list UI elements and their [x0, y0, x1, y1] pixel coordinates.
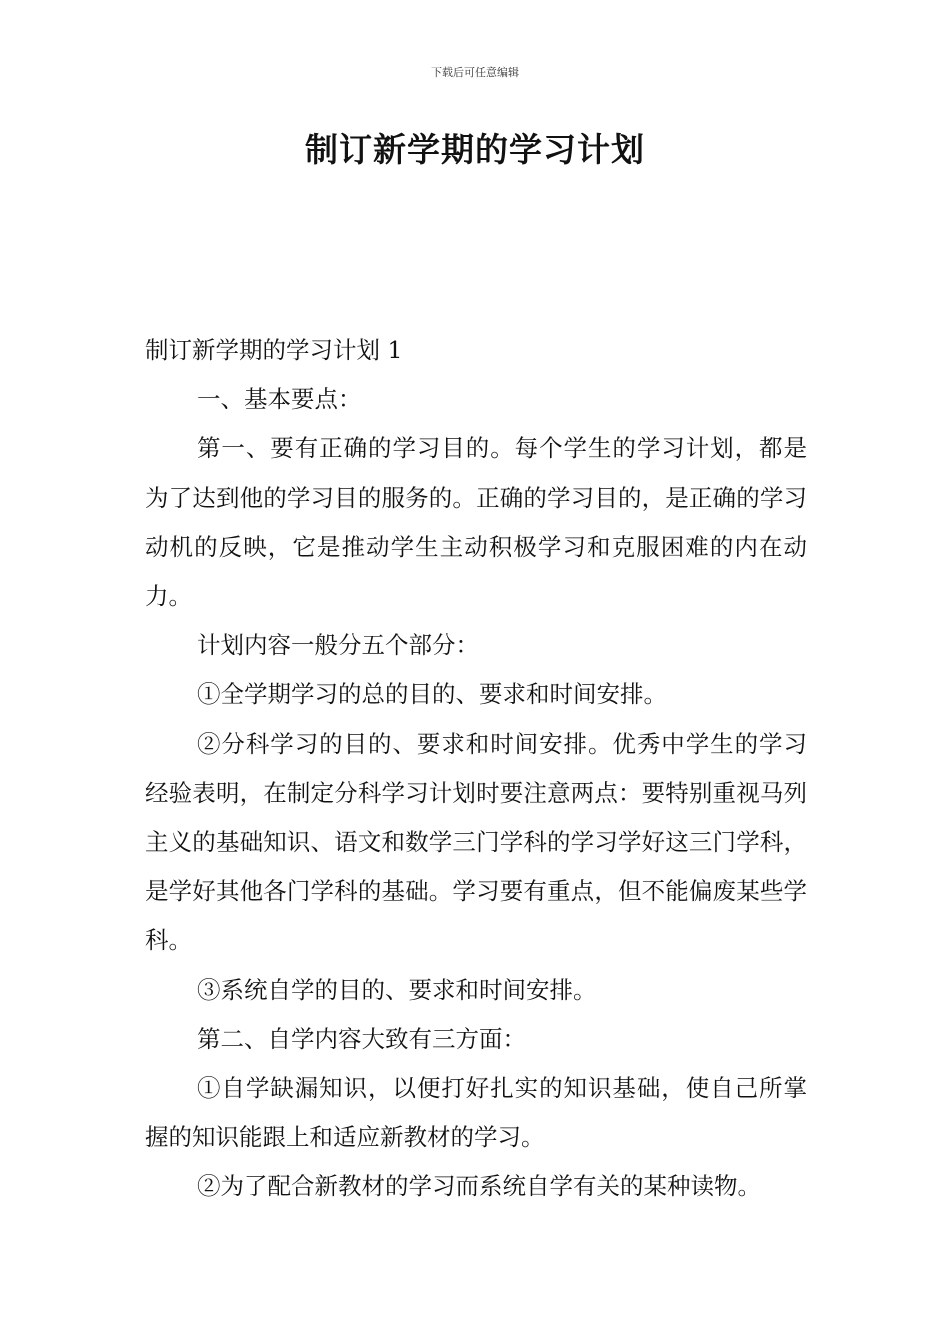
paragraph-item-subjects: ②分科学习的目的、要求和时间安排。优秀中学生的学习经验表明，在制定分科学习计划时要注意两点：要特别重视马列主义的基础知识、语文和数学三门学科的学习学好这三门学科，是学好其他各门学科的基础。学习要有重点，但不能偏废某些学科。 [145, 729, 807, 955]
paragraph-basic-points: 一、基本要点： [197, 385, 362, 414]
document-title: 制订新学期的学习计划 [305, 130, 645, 169]
paragraph-plan-parts: 计划内容一般分五个部分： [197, 631, 479, 660]
paragraph-item-readings: ②为了配合新教材的学习而系统自学有关的某种读物。 [197, 1172, 761, 1201]
paragraph-item-self-study: ③系统自学的目的、要求和时间安排。 [197, 975, 597, 1004]
document-body [145, 326, 807, 1212]
paragraph-self-study-content: 第二、自学内容大致有三方面： [197, 1024, 526, 1053]
paragraph-item-gaps: ①自学缺漏知识，以便打好扎实的知识基础，使自己所掌握的知识能跟上和适应新教材的学习。 [145, 1074, 807, 1152]
paragraph-item-semester: ①全学期学习的总的目的、要求和时间安排。 [197, 680, 667, 709]
paragraph-learning-goal: 第一、要有正确的学习目的。每个学生的学习计划，都是为了达到他的学习目的服务的。正确的学习目的，是正确的学习动机的反映，它是推动学生主动积极学习和克服困难的内在动力。 [145, 434, 807, 611]
page-header-note: 下载后可任意编辑 [431, 66, 519, 79]
section-heading: 制订新学期的学习计划 1 [145, 336, 403, 364]
